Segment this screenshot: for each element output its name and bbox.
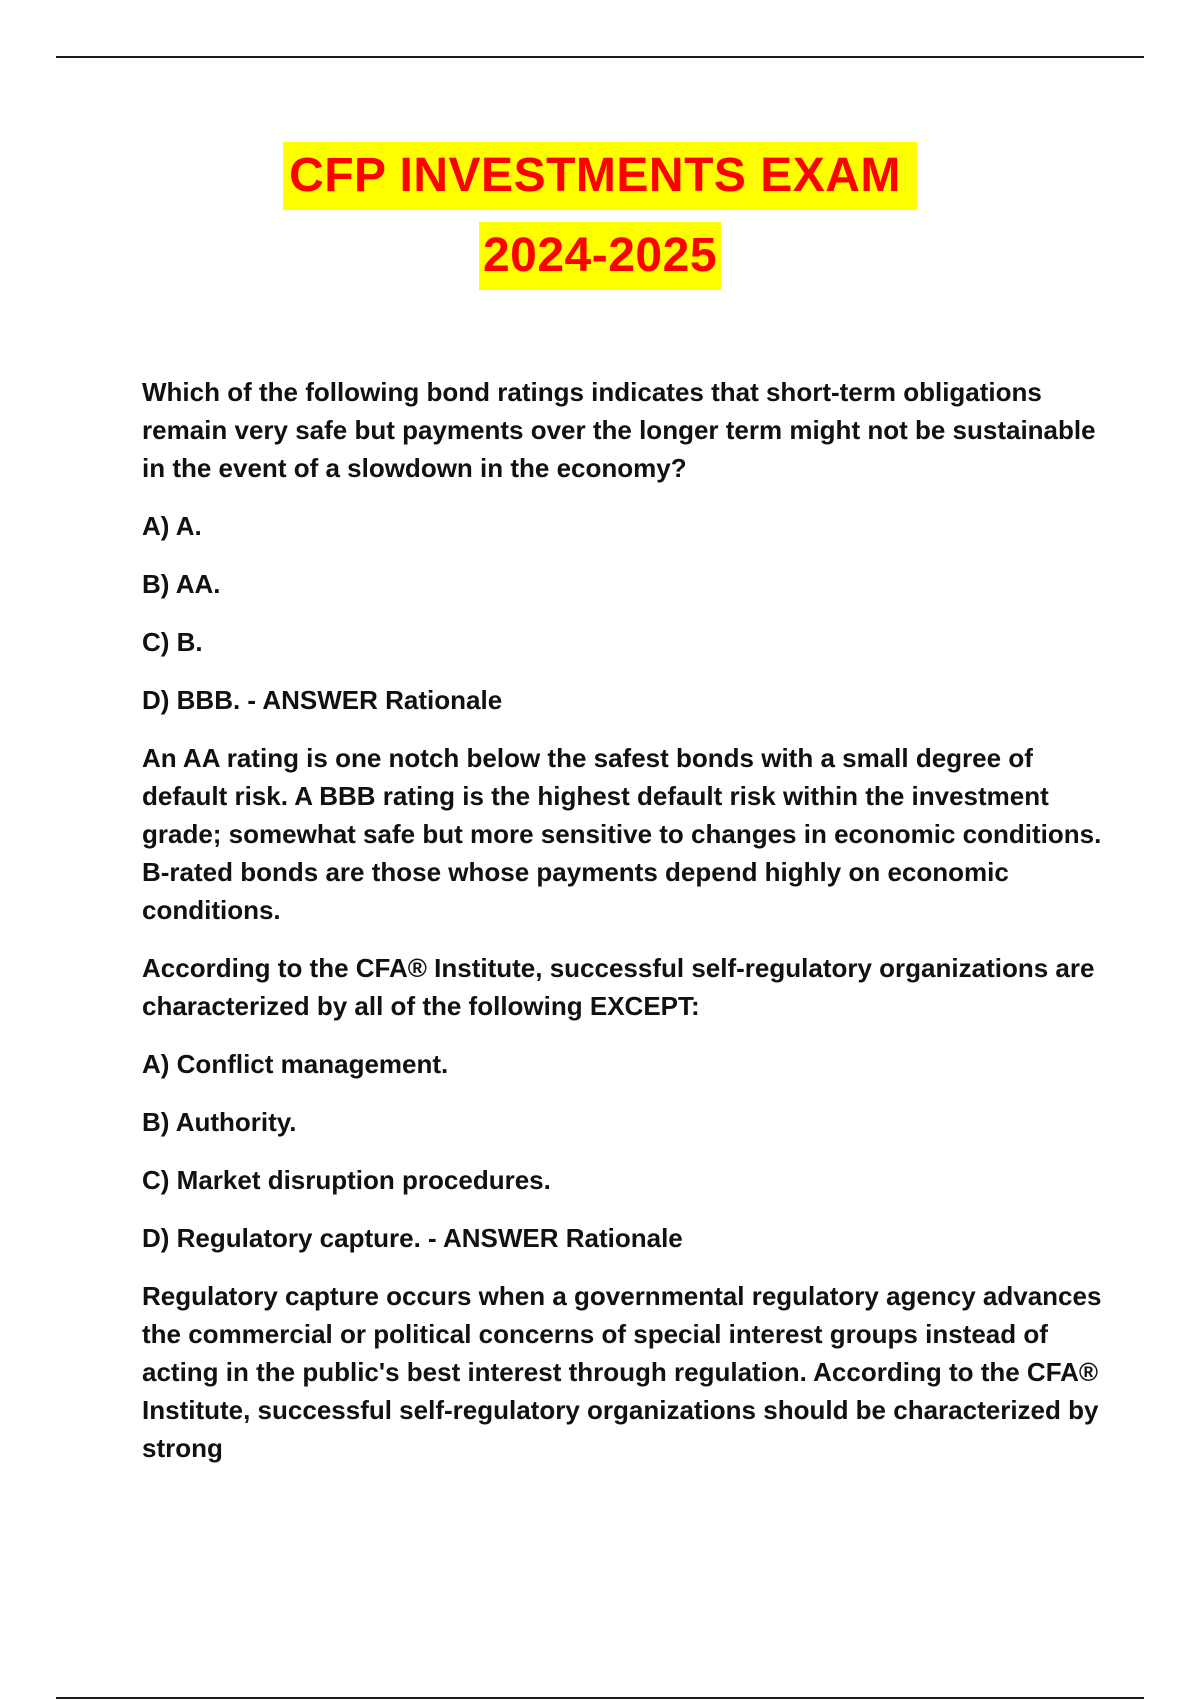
- question-1-text: Which of the following bond ratings indicates that short-term obligations remain very safe but payments over the longer term might not be sustainable in the event of a slowdown in the economy?: [142, 377, 1096, 483]
- question-2-text: According to the CFA® Institute, successful self-regulatory organizations are characterized by all of the following EXCEPT:: [142, 953, 1095, 1021]
- document-title: [0, 142, 1200, 290]
- title-line-1: CFP INVESTMENTS EXAM: [283, 142, 917, 210]
- title-line-2: 2024-2025: [479, 222, 721, 290]
- document-body: [142, 373, 1102, 1487]
- question-1-option-c: C) B.: [142, 627, 203, 657]
- bottom-rule: [56, 1697, 1144, 1699]
- question-1-option-a: A) A.: [142, 511, 202, 541]
- question-1-option-d: D) BBB. - ANSWER Rationale: [142, 685, 503, 715]
- question-2-option-d: D) Regulatory capture. - ANSWER Rationale: [142, 1223, 683, 1253]
- top-rule: [56, 56, 1144, 58]
- question-1-option-b: B) AA.: [142, 569, 221, 599]
- question-2-option-c: C) Market disruption procedures.: [142, 1165, 551, 1195]
- question-2-option-a: A) Conflict management.: [142, 1049, 449, 1079]
- question-1-rationale: An AA rating is one notch below the safest bonds with a small degree of default risk. A BBB rating is the highest default risk within the investment grade; somewhat safe but more sensitive to changes in economic conditions. B-rated bonds are those whose payments depend highly on economic conditions.: [142, 743, 1102, 925]
- question-2-option-b: B) Authority.: [142, 1107, 297, 1137]
- question-2-rationale: Regulatory capture occurs when a governmental regulatory agency advances the commercial or political concerns of special interest groups instead of acting in the public's best interest through regulation. According to the CFA® Institute, successful self-regulatory organizations should be characterized by strong: [142, 1281, 1102, 1463]
